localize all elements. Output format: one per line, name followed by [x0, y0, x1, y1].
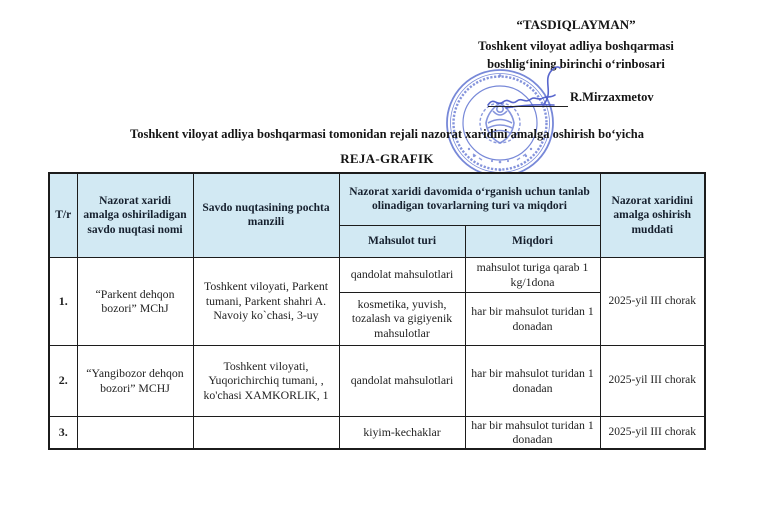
- row2-product-type: qandolat mahsulotlari: [339, 345, 465, 416]
- row1-product1-qty: mahsulot turiga qarab 1 kg/1dona: [465, 257, 600, 292]
- table-row-1a: [49, 257, 705, 292]
- row2-product-qty: har bir mahsulot turidan 1 donadan: [465, 345, 600, 416]
- col-header-point-name: Nazorat xaridi amalga oshiriladigan savdo nuqtasi nomi: [77, 173, 193, 257]
- table-row-2: [49, 345, 705, 416]
- row1-product2-type: kosmetika, yuvish, tozalash va gigiyenik mahsulotlar: [339, 292, 465, 345]
- approval-position: boshlig‘ining birinchi o‘rinbosari: [487, 57, 665, 71]
- row2-address: Toshkent viloyati, Yuqorichirchiq tumani, , ko'chasi XAMKORLIK, 1: [193, 345, 339, 416]
- row2-number: 2.: [49, 345, 77, 416]
- col-header-term: Nazorat xaridini amalga oshirish muddati: [600, 173, 705, 257]
- heading-line1: Toshkent viloyat adliya boshqarmasi tomonidan rejali nazorat xaridini amalga oshirish bo‘yicha: [130, 127, 644, 141]
- col-header-address: Savdo nuqtasining pochta manzili: [193, 173, 339, 257]
- col-header-quantity: Miqdori: [465, 225, 600, 257]
- table-row-3: [49, 416, 705, 449]
- signature-icon: [484, 64, 580, 112]
- row3-point-name: [77, 416, 193, 449]
- row3-product-type: kiyim-kechaklar: [339, 416, 465, 449]
- row1-product2-qty: har bir mahsulot turidan 1 donadan: [465, 292, 600, 345]
- row1-point-name: “Parkent dehqon bozori” MChJ: [77, 257, 193, 345]
- row1-product1-type: qandolat mahsulotlari: [339, 257, 465, 292]
- col-header-product-type: Mahsulot turi: [339, 225, 465, 257]
- signer-name: R.Mirzaxmetov: [570, 90, 654, 104]
- row3-term: 2025-yil III chorak: [600, 416, 705, 449]
- header-row-1: [49, 173, 705, 225]
- row1-address: Toshkent viloyati, Parkent tumani, Parkent shahri A. Navoiy ko`chasi, 3-uy: [193, 257, 339, 345]
- row1-number: 1.: [49, 257, 77, 345]
- heading-line2: REJA-GRAFIK: [340, 151, 434, 166]
- row3-product-qty: har bir mahsulot turidan 1 donadan: [465, 416, 600, 449]
- schedule-table-wrap: [48, 172, 706, 450]
- schedule-table: [48, 172, 706, 450]
- row2-point-name: “Yangibozor dehqon bozori” MCHJ: [77, 345, 193, 416]
- document-heading: [22, 127, 752, 166]
- row1-term: 2025-yil III chorak: [600, 257, 705, 345]
- approval-org: Toshkent viloyat adliya boshqarmasi: [478, 39, 674, 53]
- col-header-goods-group: Nazorat xaridi davomida o‘rganish uchun tanlab olinadigan tovarlarning turi va miqdori: [339, 173, 600, 225]
- row3-number: 3.: [49, 416, 77, 449]
- signature-line: [488, 106, 568, 107]
- row3-address: [193, 416, 339, 449]
- row2-term: 2025-yil III chorak: [600, 345, 705, 416]
- col-header-tr: T/r: [49, 173, 77, 257]
- approval-title: “TASDIQLAYMAN”: [516, 17, 636, 32]
